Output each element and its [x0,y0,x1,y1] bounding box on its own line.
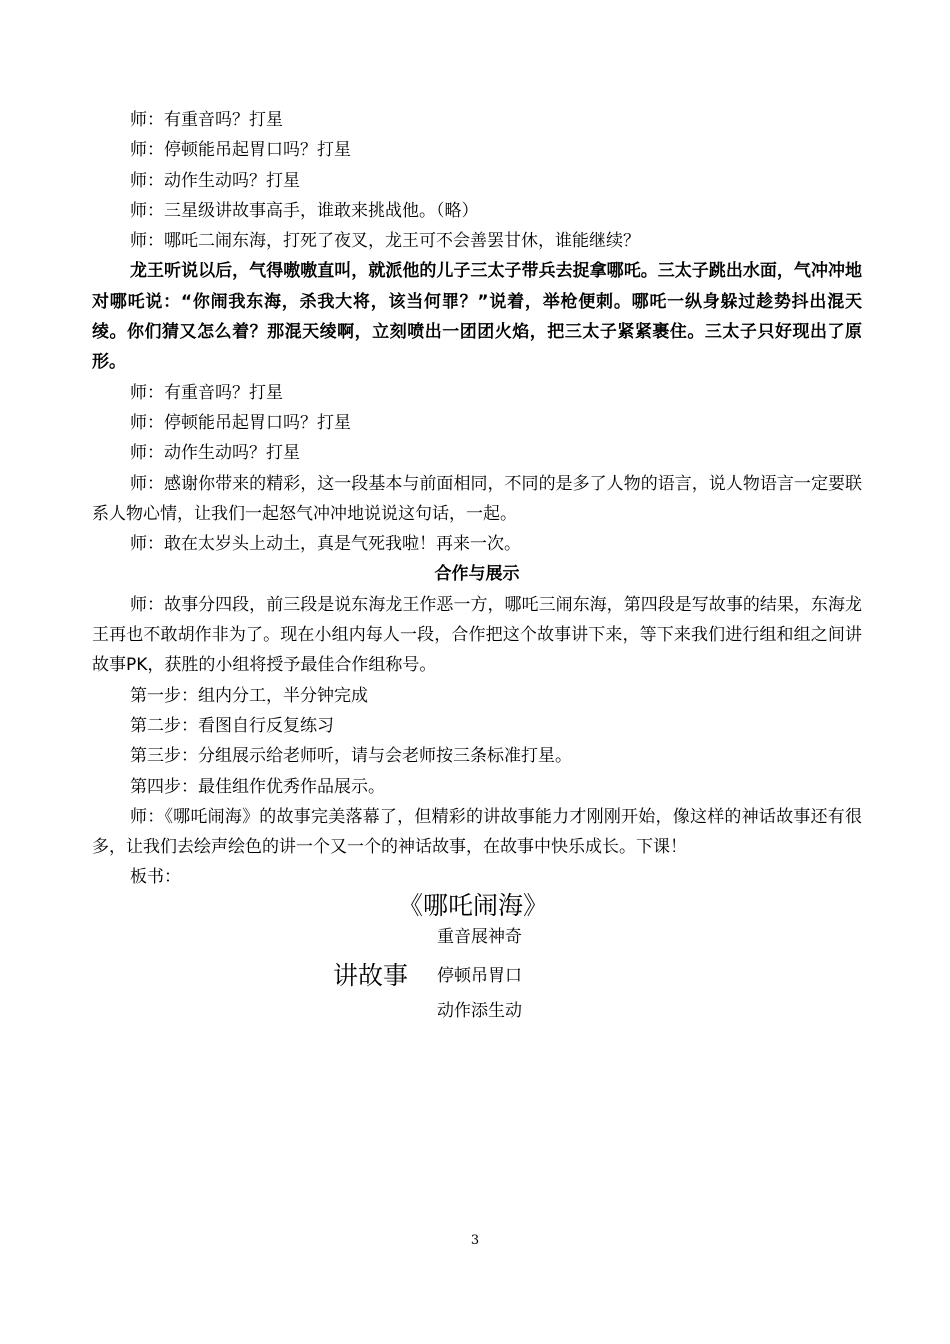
paragraph-5: 师：哪吒二闹东海，打死了夜叉，龙王可不会善罢甘休，谁能继续？ [130,231,640,252]
step-2: 第二步：看图自行反复练习 [130,715,334,736]
closing-paragraph: 师：《哪吒闹海》的故事完美落幕了，但精彩的讲故事能力才刚刚开始，像这样的神话故事还有很多，让我们去绘声绘色的讲一个又一个的神话故事，在故事中快乐成长。下课！ [92,806,862,858]
document-body [92,105,862,893]
step-3: 第三步：分组展示给老师听，请与会老师按三条标准打星。 [130,746,572,767]
paragraph-7: 师：有重音吗？打星 [130,382,283,403]
paragraph-10: 师：感谢你带来的精彩，这一段基本与前面相同，不同的是多了人物的语言，说人物语言一定要联系人物心情，让我们一起怒气冲冲地说说这句话，一起。 [92,473,862,524]
paragraph-2: 师：停顿能吊起胃口吗？打星 [130,140,351,161]
paragraph-8: 师：停顿能吊起胃口吗？打星 [130,412,351,433]
paragraph-1: 师：有重音吗？打星 [130,110,283,130]
paragraph-11: 师：敢在太岁头上动土，真是气死我啦！再来一次。 [130,534,521,555]
paragraph-4: 师：三星级讲故事高手，谁敢来挑战他。（略） [130,200,479,221]
step-4: 第四步：最佳组作优秀作品展示。 [130,776,385,797]
paragraph-3: 师：动作生动吗？打星 [130,170,300,191]
step-1: 第一步：组内分工，半分钟完成 [130,685,368,706]
blackboard-item-pause: 停顿吊胃口 [437,966,522,986]
section-heading: 合作与展示 [434,564,520,585]
paragraph-9: 师：动作生动吗？打星 [130,443,300,464]
blackboard-item-stress: 重音展神奇 [437,927,522,947]
page-number: 3 [470,1233,480,1248]
story-excerpt-paragraph: 龙王听说以后，气得嗷嗷直叫，就派他的儿子三太子带兵去捉拿哪吒。三太子跳出水面，气冲冲地对哪吒说：“你闹我东海，杀我大将，该当何罪？”说着，举枪便刺。哪吒一纵身躲过趁势抖出混天绫。你们猜又怎么着？那混天绫啊，立刻喷出一团团火焰，把三太子紧紧裹住。三太子只好现出了原形。 [92,261,863,373]
blackboard-title: 《哪吒闹海》 [398,891,549,920]
blackboard-label: 板书： [130,867,181,888]
blackboard-item-action: 动作添生动 [437,1001,522,1021]
section-paragraph-1: 师：故事分四段，前三段是说东海龙王作恶一方，哪吒三闹东海，第四段是写故事的结果，东海龙王再也不敢胡作非为了。现在小组内每人一段，合作把这个故事讲下来，等下来我们进行组和组之间讲故事PK，获胜的小组将授予最佳合作组称号。 [92,594,862,676]
blackboard-lead: 讲故事 [333,961,409,990]
